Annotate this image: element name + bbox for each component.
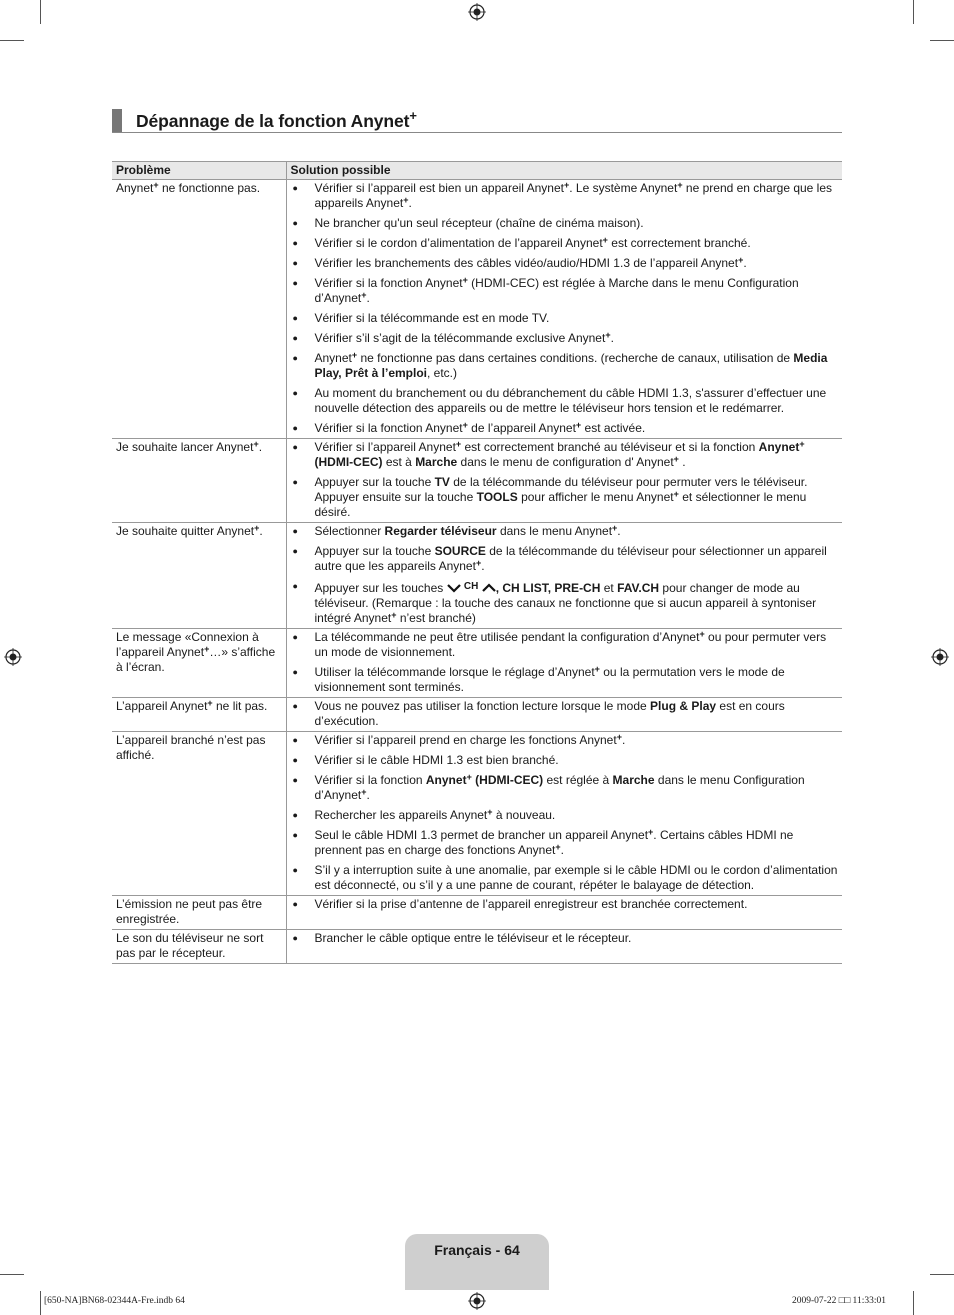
table-row — [112, 930, 842, 964]
page-number: Français - 64 — [434, 1242, 520, 1258]
anynet-plus-sup: + — [738, 255, 744, 265]
text-run: . — [366, 291, 370, 305]
solution-cell — [286, 180, 842, 439]
list-item — [291, 475, 839, 520]
text-run: Utiliser la télécommande lorsque le réglage d’Anynet — [314, 665, 595, 679]
text-run: Au moment du branchement ou du débranchement du câble HDMI 1.3, s'assurer d’effectuer une nouvelle détection des appareils ou de mettre le téléviseur hors tension et le redémarrer. — [314, 386, 827, 415]
text-run: Appuyer sur les touches — [314, 581, 447, 595]
anynet-plus-sup: + — [253, 439, 259, 449]
text-run: Vérifier si la prise d’antenne de l’appareil enregistreur est branchée correctement. — [314, 897, 748, 911]
text-run: n’est branché) — [396, 611, 476, 625]
crosshair-target-icon — [468, 1292, 486, 1310]
anynet-plus-sup: + — [204, 644, 210, 654]
anynet-plus-sup: + — [462, 420, 468, 430]
list-item — [291, 630, 839, 660]
anynet-plus-sup: + — [555, 842, 561, 852]
crop-mark — [930, 1274, 954, 1275]
anynet-plus-sup: + — [602, 235, 608, 245]
problem-cell — [112, 896, 286, 930]
list-item — [291, 351, 839, 381]
column-header-problem: Problème — [112, 162, 286, 180]
list-item — [291, 579, 839, 626]
bold-text-run: (HDMI-CEC) — [471, 773, 544, 787]
crop-mark — [913, 1291, 914, 1315]
problem-cell — [112, 180, 286, 439]
text-run: est correctement branché au téléviseur et si la fonction — [461, 440, 759, 454]
list-item — [291, 236, 839, 251]
problem-cell — [112, 732, 286, 896]
anynet-plus-sup: + — [466, 772, 472, 782]
chevron-down-icon — [447, 583, 461, 593]
anynet-plus-sup: + — [403, 195, 409, 205]
text-run: Le message «Connexion à l’appareil Anynet — [116, 630, 259, 659]
solution-cell — [286, 698, 842, 732]
text-run: Je souhaite lancer Anynet — [116, 440, 254, 454]
text-run: ou la permutation vers le mode de visionnement sont terminés. — [314, 665, 785, 694]
table-header-row — [112, 162, 842, 180]
anynet-plus-sup: + — [594, 664, 600, 674]
text-run: . Certains câbles HDMI ne prennent pas en charge des fonctions Anynet — [314, 828, 794, 857]
text-run: Appuyer sur la touche — [314, 475, 435, 489]
solution-list — [291, 733, 839, 893]
list-item — [291, 440, 839, 470]
crop-mark — [40, 1291, 41, 1315]
list-item — [291, 753, 839, 768]
solution-list — [291, 181, 839, 436]
solution-cell — [286, 732, 842, 896]
solution-cell — [286, 523, 842, 629]
bold-text-run: TOOLS — [476, 490, 518, 504]
text-run: . — [678, 455, 686, 469]
text-run: L’appareil branché n’est pas affiché. — [116, 733, 266, 762]
text-run: pour changer de mode au téléviseur. (Remarque : la touche des canaux ne fonctionne que si aucun appareil à syntoniser intégré Anynet — [314, 581, 817, 625]
problem-cell — [112, 930, 286, 964]
text-run: Vérifier les branchements des câbles vidéo/audio/HDMI 1.3 de l’appareil Anynet — [314, 256, 739, 270]
bold-text-run: (HDMI-CEC) — [314, 455, 383, 469]
anynet-plus-sup: + — [455, 439, 462, 449]
text-run: dans le menu Anynet — [496, 524, 613, 538]
solution-list — [291, 699, 839, 729]
print-timestamp: 2009-07-22 □□ 11:33:01 — [792, 1296, 886, 1306]
crop-mark — [40, 0, 41, 24]
list-item — [291, 386, 839, 416]
list-item — [291, 524, 839, 539]
table-row — [112, 439, 842, 523]
bold-text-run: Marche — [415, 455, 458, 469]
text-run: ne fonctionne pas. — [158, 181, 261, 195]
solution-cell — [286, 629, 842, 698]
bold-text-run: Media Play, Prêt à l’emploi — [314, 351, 828, 380]
text-run: Seul le câble HDMI 1.3 permet de brancher un appareil Anynet — [314, 828, 649, 842]
page-title-text: Dépannage de la fonction Anynet — [136, 110, 410, 131]
text-run: Anynet — [314, 351, 352, 365]
anynet-plus-sup: + — [612, 523, 618, 533]
list-item — [291, 863, 839, 893]
text-run: Vérifier s’il s’agit de la télécommande exclusive Anynet — [314, 331, 606, 345]
bold-text-run: Anynet — [425, 773, 467, 787]
text-run: est à — [382, 455, 416, 469]
anynet-plus-sup: + — [648, 827, 654, 837]
anynet-plus-sup: + — [391, 610, 397, 620]
text-run: . Le système Anynet — [569, 181, 678, 195]
text-run: , etc.) — [427, 366, 458, 380]
solution-list — [291, 440, 839, 520]
table-row — [112, 523, 842, 629]
text-run: . — [258, 440, 263, 454]
text-run: . — [481, 559, 485, 573]
text-run: Vérifier si la fonction Anynet — [314, 276, 463, 290]
anynet-plus-sup: + — [605, 330, 611, 340]
problem-cell — [112, 439, 286, 523]
text-run: L’émission ne peut pas être enregistrée. — [116, 897, 263, 926]
list-item — [291, 181, 839, 211]
page-title-sup: + — [409, 108, 417, 123]
bold-text-run: SOURCE — [434, 544, 486, 558]
text-run: est réglée à — [543, 773, 613, 787]
section-header — [112, 108, 842, 133]
text-run: ne lit pas. — [212, 699, 268, 713]
anynet-plus-sup: + — [351, 350, 358, 360]
text-run: Vous ne pouvez pas utiliser la fonction lecture lorsque le mode — [314, 699, 651, 713]
list-item — [291, 256, 839, 271]
table-body — [112, 180, 842, 964]
text-run: …» s’affiche à l’écran. — [116, 645, 276, 674]
text-run: ne fonctionne pas dans certaines conditions. (recherche de canaux, utilisation de — [357, 351, 794, 365]
list-item — [291, 897, 839, 912]
troubleshooting-table — [112, 161, 842, 964]
crop-mark — [0, 40, 24, 41]
text-run: est en cours d’exécution. — [314, 699, 785, 728]
column-header-solution: Solution possible — [286, 162, 842, 180]
anynet-plus-sup: + — [616, 732, 622, 742]
text-run: dans le menu de configuration d' Anynet — [457, 455, 674, 469]
text-run: est activée. — [581, 421, 646, 435]
title-accent-bar — [112, 109, 122, 132]
crop-mark — [0, 1274, 24, 1275]
anynet-plus-sup: + — [254, 523, 260, 533]
bold-text-run: FAV.CH — [617, 581, 660, 595]
list-item — [291, 733, 839, 748]
problem-cell — [112, 523, 286, 629]
anynet-plus-sup: + — [361, 290, 367, 300]
text-run: de la télécommande du téléviseur pour permuter vers le téléviseur. Appuyer ensuite sur la touche — [314, 475, 808, 504]
page-number-tab — [405, 1234, 549, 1290]
crosshair-target-icon — [4, 648, 22, 666]
list-item — [291, 828, 839, 858]
list-item — [291, 808, 839, 823]
text-run: est correctement branché. — [607, 236, 751, 250]
text-run: de l’appareil Anynet — [467, 421, 576, 435]
text-run: Vérifier si l’appareil est bien un appareil Anynet — [314, 181, 564, 195]
text-run: ou pour permuter vers un mode de visionnement. — [314, 630, 827, 659]
text-run: . — [617, 524, 621, 538]
text-run: Vérifier si le cordon d’alimentation de l’appareil Anynet — [314, 236, 603, 250]
crosshair-target-icon — [468, 3, 486, 21]
text-run: pour afficher le menu Anynet — [517, 490, 674, 504]
list-item — [291, 311, 839, 326]
text-run: Sélectionner — [314, 524, 385, 538]
solution-list — [291, 630, 839, 695]
text-run: et — [600, 581, 618, 595]
anynet-plus-sup: + — [673, 489, 679, 499]
table-row — [112, 698, 842, 732]
text-run: Appuyer sur la touche — [314, 544, 435, 558]
text-run: Brancher le câble optique entre le téléviseur et le récepteur. — [314, 931, 632, 945]
bold-text-run: Marche — [612, 773, 655, 787]
text-run: . — [560, 843, 564, 857]
text-run: ne prend en charge que les appareils Anynet — [314, 181, 833, 210]
text-run: dans le menu Configuration d’Anynet — [314, 773, 805, 802]
table-row — [112, 629, 842, 698]
table-row — [112, 180, 842, 439]
list-item — [291, 216, 839, 231]
text-run: de la télécommande du téléviseur pour sélectionner un appareil autre que les appareils Anynet — [314, 544, 827, 573]
anynet-plus-sup: + — [475, 558, 482, 568]
text-run: Le son du téléviseur ne sort pas par le récepteur. — [116, 931, 264, 960]
text-run: Vérifier si la télécommande est en mode TV. — [314, 311, 550, 325]
list-item — [291, 773, 839, 803]
text-run: . — [366, 788, 370, 802]
anynet-plus-sup: + — [677, 180, 683, 190]
text-run: . — [743, 256, 747, 270]
crosshair-target-icon — [931, 648, 949, 666]
text-run: à nouveau. — [492, 808, 556, 822]
anynet-plus-sup: + — [799, 439, 805, 449]
page-title — [136, 108, 417, 132]
text-run: . — [621, 733, 626, 747]
text-run: Vérifier si la fonction — [314, 773, 426, 787]
text-run: . — [408, 196, 412, 210]
crop-mark — [930, 40, 954, 41]
bold-text-run: Plug & Play — [650, 699, 717, 713]
bold-text-run: TV — [434, 475, 450, 489]
list-item — [291, 665, 839, 695]
list-item — [291, 276, 839, 306]
anynet-plus-sup: + — [575, 420, 582, 430]
text-run: Je souhaite quitter Anynet — [116, 524, 255, 538]
anynet-plus-sup: + — [699, 629, 705, 639]
text-run: Rechercher les appareils Anynet — [314, 808, 488, 822]
table-row — [112, 732, 842, 896]
channel-label: CH — [463, 581, 479, 592]
anynet-plus-sup: + — [563, 180, 570, 190]
anynet-plus-sup: + — [462, 275, 468, 285]
anynet-plus-sup: + — [487, 807, 493, 817]
bold-text-run: Anynet — [758, 440, 800, 454]
table-row — [112, 896, 842, 930]
anynet-plus-sup: + — [673, 454, 679, 464]
problem-cell — [112, 629, 286, 698]
text-run: La télécommande ne peut être utilisée pendant la configuration d’Anynet — [314, 630, 700, 644]
anynet-plus-sup: + — [153, 180, 159, 190]
solution-cell — [286, 896, 842, 930]
text-run: S’il y a interruption suite à une anomalie, par exemple si le câble HDMI ou le cordon d’alimentation est déconnecté, ou s’il y a une panne de courant, répéter le balayage de détection. — [314, 863, 838, 892]
solution-list — [291, 897, 839, 912]
anynet-plus-sup: + — [361, 787, 367, 797]
bold-text-run: , CH LIST, PRE-CH — [495, 581, 601, 595]
text-run: . — [610, 331, 614, 345]
chevron-up-icon — [482, 583, 496, 593]
text-run: Ne brancher qu'un seul récepteur (chaîne de cinéma maison). — [314, 216, 644, 230]
list-item — [291, 331, 839, 346]
text-run: Vérifier si l’appareil prend en charge les fonctions Anynet — [314, 733, 617, 747]
solution-cell — [286, 930, 842, 964]
list-item — [291, 421, 839, 436]
text-run: et sélectionner le menu désiré. — [314, 490, 807, 519]
bold-text-run: Regarder téléviseur — [384, 524, 497, 538]
text-run: Vérifier si la fonction Anynet — [314, 421, 463, 435]
solution-cell — [286, 439, 842, 523]
problem-cell — [112, 698, 286, 732]
solution-list — [291, 524, 839, 626]
list-item — [291, 931, 839, 946]
text-run: L’appareil Anynet — [116, 699, 208, 713]
list-item — [291, 544, 839, 574]
text-run: Vérifier si l’appareil Anynet — [314, 440, 456, 454]
solution-list — [291, 931, 839, 946]
file-slug: [650-NA]BN68-02344A-Fre.indb 64 — [44, 1296, 185, 1306]
text-run: Anynet — [116, 181, 154, 195]
text-run: Vérifier si le câble HDMI 1.3 est bien branché. — [314, 753, 559, 767]
list-item — [291, 699, 839, 729]
channel-keys — [447, 581, 496, 595]
text-run: . — [259, 524, 263, 538]
text-run: (HDMI-CEC) est réglée à Marche dans le menu Configuration d’Anynet — [314, 276, 799, 305]
crop-mark — [913, 0, 914, 24]
anynet-plus-sup: + — [207, 698, 213, 708]
